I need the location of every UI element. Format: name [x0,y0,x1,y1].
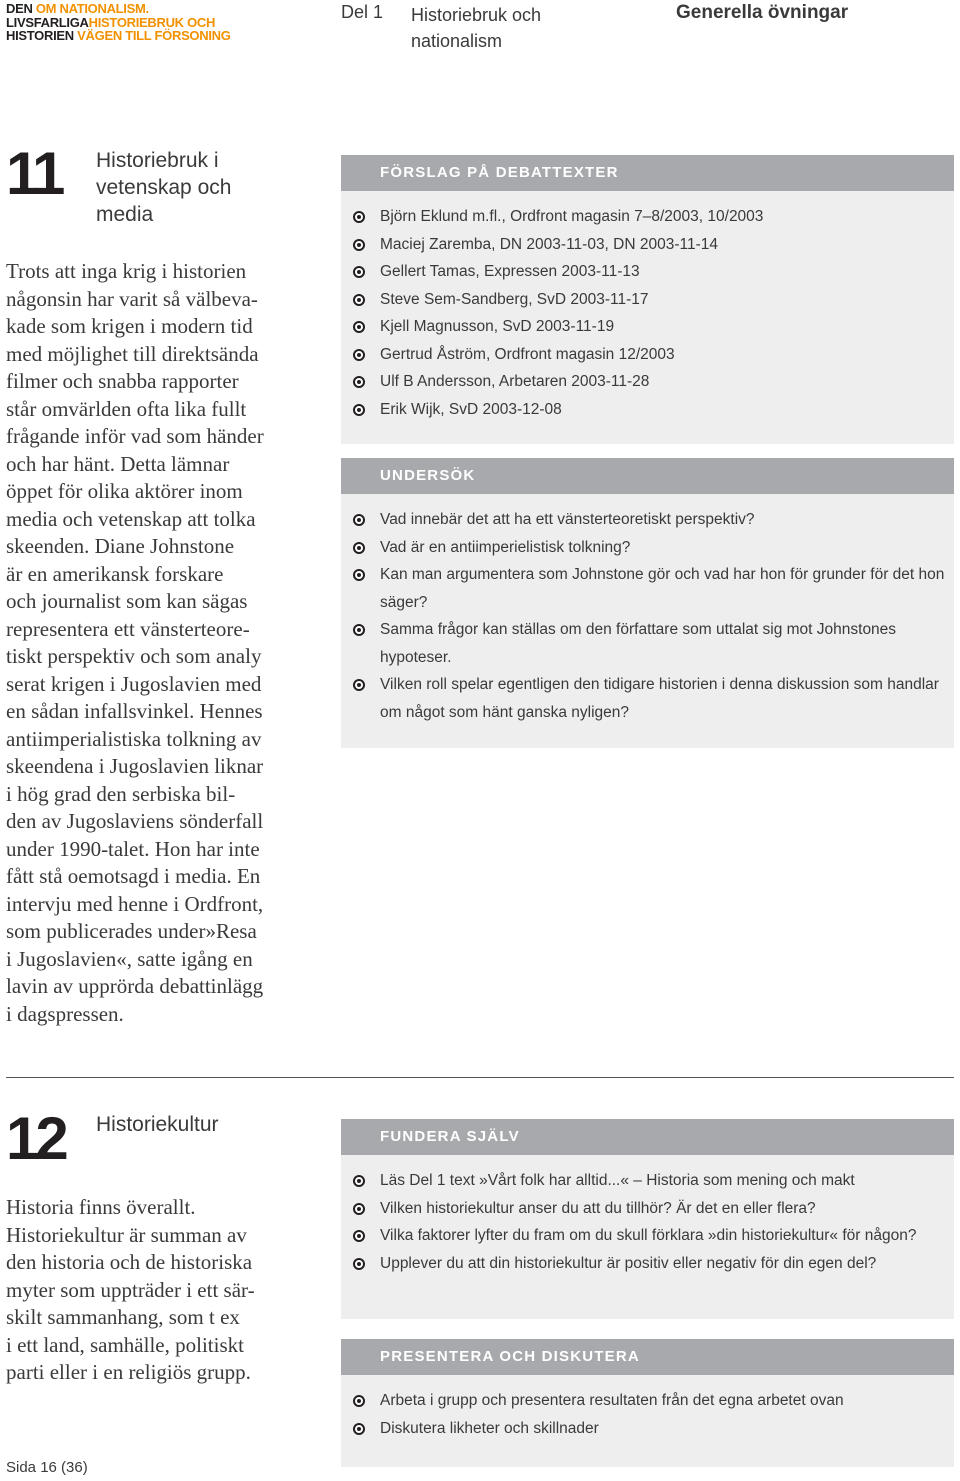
list-item [341,1222,954,1250]
list-item-text: Läs Del 1 text »Vårt folk har alltid...« – Historia som mening och makt [380,1172,855,1189]
body-line: någonsin har varit så välbeva- [6,286,258,311]
list-item [341,561,954,616]
body-line: serat krigen i Jugoslavien med [6,671,262,696]
task-list [341,1375,954,1442]
bullet-icon [353,1230,365,1242]
body-line: skilt sammanhang, som t ex [6,1305,240,1329]
section-title: Historiebruk i vetenskap och media [96,149,232,226]
bullet-icon [353,239,365,251]
body-line: myter som uppträder i ett sär- [6,1277,255,1302]
section-body-text [6,258,281,1028]
body-line: den av Jugoslaviens sönderfall [6,809,264,833]
bullet-icon [353,1258,365,1270]
logo-text: OM NATIONALISM. [35,1,149,16]
section-body-text [6,1194,281,1387]
list-item-text: Gellert Tamas, Expressen 2003-11-13 [380,263,640,280]
body-line: en sådan infallsvinkel. Hennes [6,699,263,723]
list-item-text: Erik Wijk, SvD 2003-12-08 [380,400,562,418]
list-item-text: Kjell Magnusson, SvD 2003-11-19 [380,318,615,335]
page-title: Generella övningar [676,2,849,23]
body-line: antiimperialistiska tolkning av [6,726,262,751]
list-item [341,258,954,286]
list-item [341,1387,954,1415]
list-item-text: Vad är en antiimperielistisk tolkning? [380,538,631,556]
bullet-icon [353,266,365,278]
header-subtitle: Historiebruk och nationalism [411,5,542,51]
bullet-icon [353,376,365,388]
list-item [341,506,954,534]
bullet-icon [353,321,365,333]
debate-text-list [341,191,954,423]
body-line: i dagspressen. [6,1001,124,1026]
body-line: under 1990-talet. Hon har inte [6,836,260,861]
bullet-icon [353,679,365,691]
body-line: som publicerades under»Resa [6,919,257,943]
body-line: med möjlighet till direktsända [6,341,259,366]
body-line: är en amerikansk forskare [6,561,224,586]
list-item-text: Vilka faktorer lyfter du fram om du skull förklara »din historiekultur« för någon? [380,1227,917,1244]
list-item [341,534,954,562]
list-item [341,231,954,259]
bullet-icon [353,514,365,526]
list-item-text: Samma frågor kan ställas om den författare som uttalat sig mot Johnstones hypoteser. [380,621,897,666]
body-line: intervju med henne i Ordfront, [6,891,264,916]
list-item [341,1250,954,1278]
body-line: fått stå oemotsagd i media. En [6,864,261,888]
body-line: parti eller i en religiös grupp. [6,1360,251,1384]
body-line: skeendena i Jugoslavien liknar [6,754,264,778]
section-number: 11 [6,140,62,207]
logo-text: HISTORIEN [6,28,78,43]
list-item-text: Steve Sem-Sandberg, SvD 2003-11-17 [380,290,649,308]
list-item [341,313,954,341]
list-item-text: Ulf B Andersson, Arbetaren 2003-11-28 [380,373,650,390]
body-line: media och vetenskap att tolka [6,506,256,531]
list-item [341,203,954,231]
box-heading: UNDERSÖK [341,458,954,494]
body-line: i ett land, samhälle, politiskt [6,1332,244,1357]
body-line: Trots att inga krig i historien [6,259,247,283]
logo-text: LIVSFARLIGA [6,14,89,30]
list-item-text: Gertrud Åström, Ordfront magasin 12/2003 [380,345,675,363]
reflect-box [341,1119,954,1319]
bullet-icon [353,294,365,306]
body-line: lavin av upprörda debattinlägg [6,974,264,998]
body-line: i Jugoslavien«, satte igång en [6,946,253,971]
bullet-icon [353,211,365,223]
body-line: skeenden. Diane Johnstone [6,534,235,558]
body-line: och har hänt. Detta lämnar [6,451,230,476]
bullet-icon [353,542,365,554]
bullet-icon [353,1423,365,1435]
list-item [341,1195,954,1223]
part-label: Del 1 [341,2,384,22]
body-line: representera ett vänsterteore- [6,616,250,641]
list-item-text: Vilken roll spelar egentligen den tidigare historien i denna diskussion som handlar om något som hänt ganska nyligen? [380,676,939,721]
logo-text: HISTORIEBRUK OCH [88,14,216,30]
bullet-icon [353,1175,365,1187]
box-heading: FUNDERA SJÄLV [341,1119,954,1155]
list-item-text: Vad innebär det att ha ett vänsterteoretiskt perspektiv? [380,511,755,528]
list-item [341,396,954,424]
body-line: frågande inför vad som händer [6,424,264,448]
logo-text: DEN [6,1,36,16]
list-item-text: Vilken historiekultur anser du att du tillhör? Är det en eller flera? [380,1199,816,1217]
section-title: Historiekultur [96,1113,219,1136]
list-item [341,286,954,314]
list-item [341,368,954,396]
section-divider [6,1077,954,1078]
page-number: Sida 16 (36) [6,1459,88,1476]
body-line: öppet för olika aktörer inom [6,479,243,503]
question-list [341,494,954,726]
logo-text: VÄGEN TILL FÖRSONING [77,28,231,43]
body-line: Historiekultur är summan av [6,1222,247,1247]
series-logo [6,2,231,43]
bullet-icon [353,404,365,416]
list-item-text: Kan man argumentera som Johnstone gör och vad har hon för grunder för det hon säger? [380,566,945,611]
box-heading: PRESENTERA OCH DISKUTERA [341,1339,954,1375]
list-item [341,616,954,671]
bullet-icon [353,349,365,361]
list-item [341,1415,954,1443]
box-heading: FÖRSLAG PÅ DEBATTEXTER [341,155,954,191]
present-box [341,1339,954,1467]
bullet-icon [353,624,365,636]
body-line: den historia och de historiska [6,1250,253,1274]
body-line: kade som krigen i modern tid [6,314,253,338]
body-line: och journalist som kan sägas [6,589,248,613]
list-item [341,341,954,369]
list-item-text: Arbeta i grupp och presentera resultaten från det egna arbetet ovan [380,1392,844,1409]
debate-texts-box [341,155,954,444]
body-line: i hög grad den serbiska bil- [6,781,236,806]
investigate-box [341,458,954,748]
question-list [341,1155,954,1277]
bullet-icon [353,1203,365,1215]
bullet-icon [353,569,365,581]
section-number: 12 [6,1105,65,1172]
body-line: tiskt perspektiv och som analy [6,644,262,668]
bullet-icon [353,1395,365,1407]
list-item-text: Upplever du att din historiekultur är positiv eller negativ för din egen del? [380,1254,877,1272]
list-item [341,671,954,726]
body-line: Historia finns överallt. [6,1195,196,1219]
list-item-text: Björn Eklund m.fl., Ordfront magasin 7–8/2003, 10/2003 [380,208,764,225]
body-line: filmer och snabba rapporter [6,369,239,393]
list-item-text: Diskutera likheter och skillnader [380,1419,599,1437]
body-line: står omvärlden ofta lika fullt [6,396,247,421]
list-item-text: Maciej Zaremba, DN 2003-11-03, DN 2003-11-14 [380,235,719,253]
list-item [341,1167,954,1195]
